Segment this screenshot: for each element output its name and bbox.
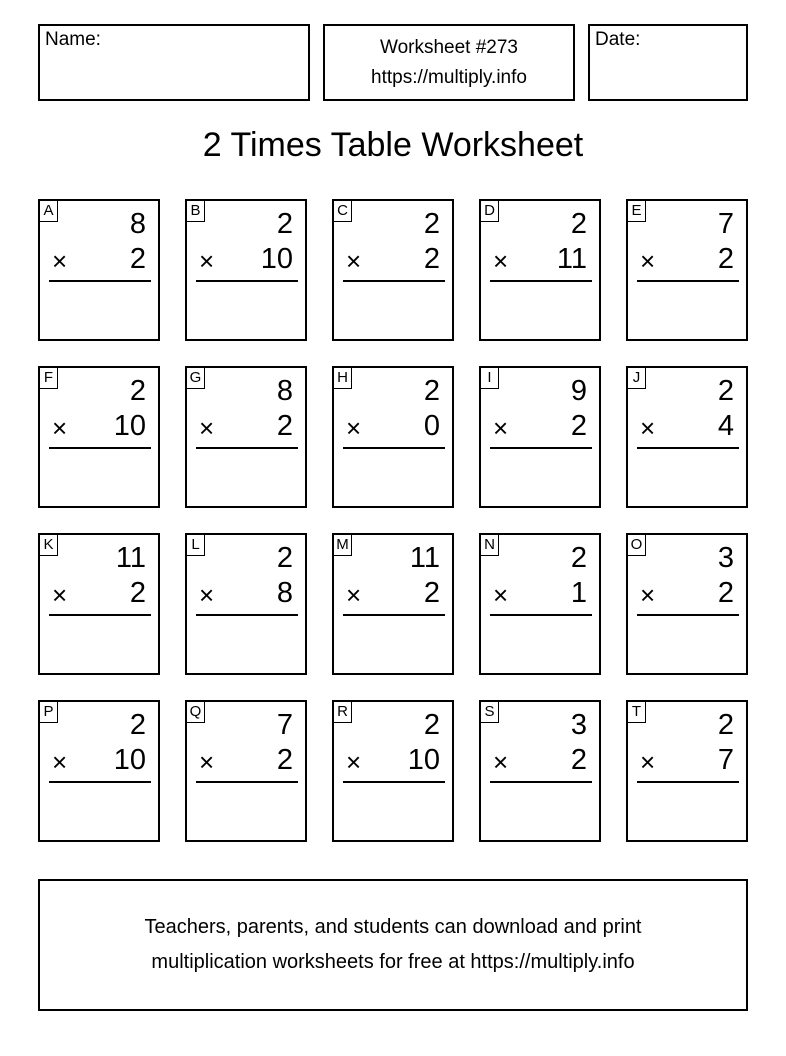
- multiply-sign: ×: [493, 246, 509, 276]
- multiplier: 8: [276, 577, 293, 609]
- multiplier: 10: [260, 243, 293, 275]
- footer-text: [145, 910, 642, 980]
- multiplier: 2: [276, 744, 293, 776]
- problem-card[interactable]: [332, 199, 454, 341]
- multiplier: 7: [717, 744, 734, 776]
- footer-line-2: multiplication worksheets for free at https://multiply.info: [151, 951, 635, 973]
- answer-line: [490, 614, 592, 616]
- answer-line: [49, 280, 151, 282]
- multiplicand: 2: [570, 208, 587, 240]
- multiplicand: 2: [423, 375, 440, 407]
- problem-card[interactable]: [38, 366, 160, 508]
- problem-card[interactable]: [332, 700, 454, 842]
- date-field[interactable]: [588, 24, 748, 101]
- problem-card[interactable]: [38, 199, 160, 341]
- problem-letter: P: [39, 701, 58, 723]
- answer-line: [49, 614, 151, 616]
- answer-line: [637, 280, 739, 282]
- multiplicand: 2: [276, 542, 293, 574]
- answer-line: [637, 447, 739, 449]
- multiply-sign: ×: [346, 747, 362, 777]
- answer-line: [343, 447, 445, 449]
- multiplier: 4: [717, 410, 734, 442]
- answer-line: [49, 781, 151, 783]
- problem-letter: I: [480, 367, 499, 389]
- problem-letter: N: [480, 534, 499, 556]
- problem-card[interactable]: [479, 199, 601, 341]
- multiplicand: 2: [129, 709, 146, 741]
- problem-letter: S: [480, 701, 499, 723]
- answer-line: [196, 781, 298, 783]
- problem-card[interactable]: [626, 533, 748, 675]
- multiplier: 2: [129, 577, 146, 609]
- multiplicand: 11: [409, 542, 440, 574]
- problem-letter: E: [627, 200, 646, 222]
- problem-card[interactable]: [185, 533, 307, 675]
- multiplicand: 3: [570, 709, 587, 741]
- problem-letter: K: [39, 534, 58, 556]
- multiply-sign: ×: [640, 246, 656, 276]
- multiply-sign: ×: [493, 413, 509, 443]
- answer-line: [196, 447, 298, 449]
- multiply-sign: ×: [640, 747, 656, 777]
- multiply-sign: ×: [640, 413, 656, 443]
- answer-line: [343, 614, 445, 616]
- answer-line: [490, 280, 592, 282]
- multiplier: 10: [407, 744, 440, 776]
- problem-card[interactable]: [626, 199, 748, 341]
- multiply-sign: ×: [199, 413, 215, 443]
- problem-card[interactable]: [38, 700, 160, 842]
- multiply-sign: ×: [346, 580, 362, 610]
- worksheet-url: https://multiply.info: [371, 66, 527, 88]
- multiplier: 10: [113, 410, 146, 442]
- multiplicand: 3: [717, 542, 734, 574]
- problem-card[interactable]: [479, 366, 601, 508]
- multiplier: 2: [570, 744, 587, 776]
- problem-letter: D: [480, 200, 499, 222]
- problem-letter: L: [186, 534, 205, 556]
- multiplicand: 2: [423, 709, 440, 741]
- problem-card[interactable]: [479, 700, 601, 842]
- problem-card[interactable]: [626, 700, 748, 842]
- footer-box: [38, 879, 748, 1011]
- multiply-sign: ×: [493, 580, 509, 610]
- problem-letter: F: [39, 367, 58, 389]
- multiply-sign: ×: [346, 246, 362, 276]
- problem-letter: G: [186, 367, 205, 389]
- answer-line: [637, 614, 739, 616]
- footer-line-1: Teachers, parents, and students can download and print: [144, 916, 642, 938]
- problem-card[interactable]: [479, 533, 601, 675]
- multiplier: 2: [717, 243, 734, 275]
- name-field[interactable]: [38, 24, 310, 101]
- problem-card[interactable]: [185, 700, 307, 842]
- answer-line: [49, 447, 151, 449]
- multiply-sign: ×: [52, 413, 68, 443]
- problem-letter: C: [333, 200, 352, 222]
- multiplier: 10: [113, 744, 146, 776]
- problem-letter: O: [627, 534, 646, 556]
- problem-card[interactable]: [185, 199, 307, 341]
- multiplier: 1: [570, 577, 587, 609]
- problem-letter: B: [186, 200, 205, 222]
- multiplicand: 2: [129, 375, 146, 407]
- multiply-sign: ×: [346, 413, 362, 443]
- problem-letter: M: [333, 534, 352, 556]
- problem-card[interactable]: [38, 533, 160, 675]
- multiplicand: 2: [276, 208, 293, 240]
- problem-card[interactable]: [185, 366, 307, 508]
- multiplier: 2: [717, 577, 734, 609]
- multiply-sign: ×: [199, 580, 215, 610]
- name-label: Name:: [45, 29, 101, 50]
- multiplier: 2: [570, 410, 587, 442]
- problem-card[interactable]: [332, 533, 454, 675]
- problem-letter: R: [333, 701, 352, 723]
- answer-line: [637, 781, 739, 783]
- multiplicand: 8: [129, 208, 146, 240]
- multiplier: 0: [423, 410, 440, 442]
- multiplicand: 2: [570, 542, 587, 574]
- multiplicand: 2: [717, 709, 734, 741]
- multiplicand: 11: [115, 542, 146, 574]
- multiply-sign: ×: [199, 246, 215, 276]
- multiplicand: 8: [276, 375, 293, 407]
- multiplicand: 2: [423, 208, 440, 240]
- multiplier: 2: [423, 243, 440, 275]
- multiply-sign: ×: [52, 747, 68, 777]
- answer-line: [490, 781, 592, 783]
- answer-line: [343, 781, 445, 783]
- problem-card[interactable]: [626, 366, 748, 508]
- multiplier: 2: [276, 410, 293, 442]
- multiply-sign: ×: [199, 747, 215, 777]
- answer-line: [343, 280, 445, 282]
- multiply-sign: ×: [52, 246, 68, 276]
- multiplicand: 9: [570, 375, 587, 407]
- problem-letter: H: [333, 367, 352, 389]
- multiplier: 11: [556, 243, 587, 275]
- multiplicand: 2: [717, 375, 734, 407]
- multiply-sign: ×: [640, 580, 656, 610]
- multiply-sign: ×: [52, 580, 68, 610]
- multiplier: 2: [129, 243, 146, 275]
- multiplicand: 7: [717, 208, 734, 240]
- problem-letter: T: [627, 701, 646, 723]
- problem-letter: J: [627, 367, 646, 389]
- worksheet-title: 2 Times Table Worksheet: [202, 126, 584, 164]
- worksheet-info-box: [323, 24, 575, 101]
- problem-card[interactable]: [332, 366, 454, 508]
- multiplier: 2: [423, 577, 440, 609]
- answer-line: [196, 614, 298, 616]
- multiply-sign: ×: [493, 747, 509, 777]
- worksheet-number: Worksheet #273: [379, 36, 518, 58]
- answer-line: [490, 447, 592, 449]
- answer-line: [196, 280, 298, 282]
- problem-letter: A: [39, 200, 58, 222]
- problem-letter: Q: [186, 701, 205, 723]
- date-label: Date:: [595, 29, 641, 50]
- multiplicand: 7: [276, 709, 293, 741]
